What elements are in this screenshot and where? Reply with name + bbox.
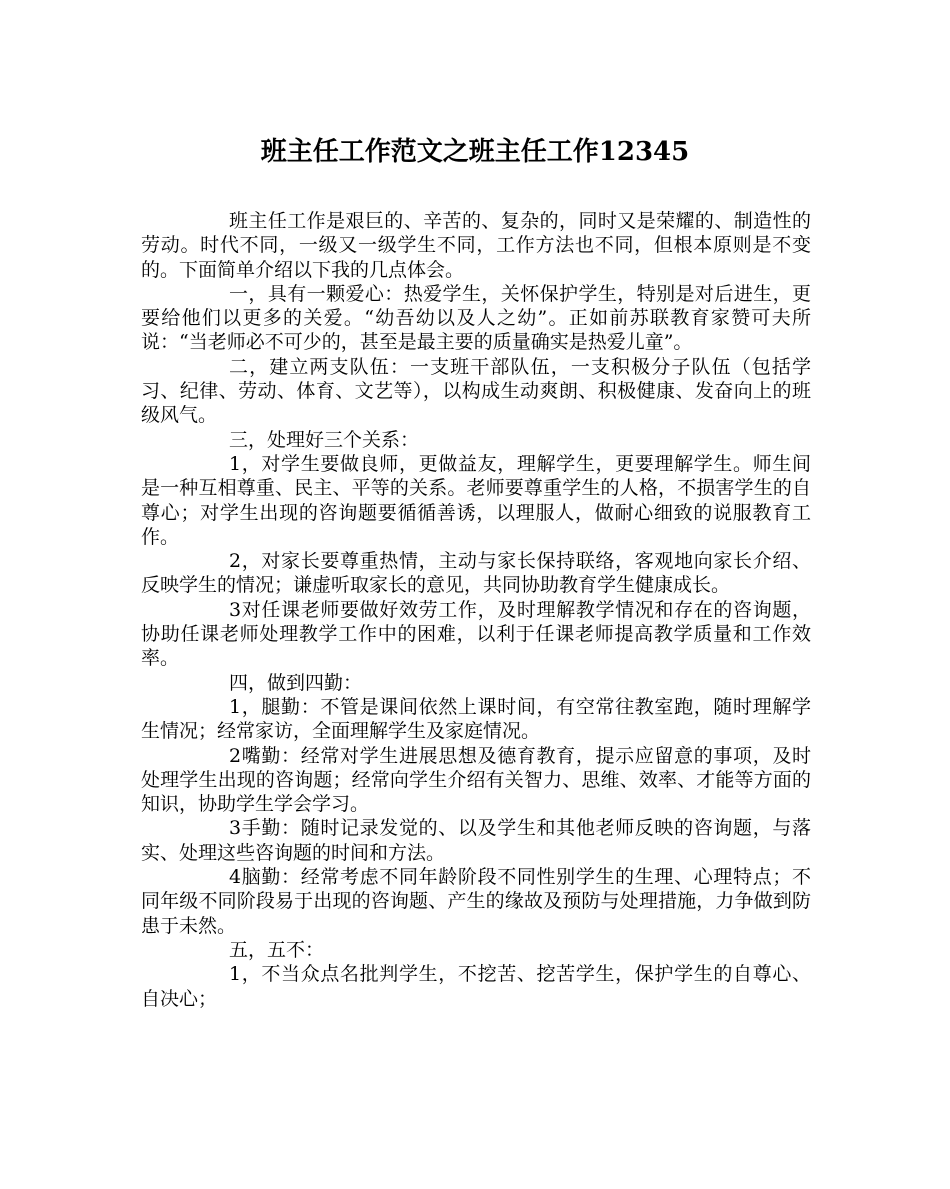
document-title: 班主任工作范文之班主任工作12345 — [260, 137, 690, 167]
paragraph-three-relations-heading: 三，处理好三个关系： — [229, 428, 420, 451]
paragraph-five-nots-heading: 五，五不： — [229, 938, 325, 961]
paragraph-legs: 1，腿勤：不管是课间依然上课时间，有空常往教室跑，随时理解学生情况；经常家访，全面理解学生及家庭情况。 — [141, 695, 811, 743]
paragraph-relation-teachers: 3对任课老师要做好效劳工作，及时理解教学情况和存在的咨询题，协助任课老师处理教学工作中的困难，以利于任课老师提高教学质量和工作效率。 — [141, 598, 811, 670]
paragraph-intro: 班主任工作是艰巨的、辛苦的、复杂的，同时又是荣耀的、制造性的劳动。时代不同，一级又一级学生不同，工作方法也不同，但根本原则是不变的。下面简单介绍以下我的几点体会。 — [141, 210, 811, 281]
paragraph-relation-parents: 2，对家长要尊重热情，主动与家长保持联络，客观地向家长介绍、反映学生的情况；谦虚听取家长的意见，共同协助教育学生健康成长。 — [141, 550, 811, 597]
paragraph-brain: 4脑勤：经常考虑不同年龄阶段不同性别学生的生理、心理特点；不同年级不同阶段易于出现的咨询题、产生的缘故及预防与处理措施，力争做到防患于未然。 — [141, 866, 811, 937]
paragraph-four-diligences-heading: 四，做到四勤： — [229, 671, 363, 694]
paragraph-love: 一，具有一颗爱心：热爱学生，关怀保护学生，特别是对后进生，更要给他们以更多的关爱。“幼吾幼以及人之幼”。正如前苏联教育家赞可夫所说：“当老师必不可少的，甚至是最主要的质量确实是热爱儿童”。 — [141, 282, 811, 354]
paragraph-hands: 3手勤：随时记录发觉的、以及学生和其他老师反映的咨询题，与落实、处理这些咨询题的时间和方法。 — [141, 817, 811, 864]
paragraph-relation-students: 1，对学生要做良师，更做益友，理解学生，更要理解学生。师生间是一种互相尊重、民主、平等的关系。老师要尊重学生的人格，不损害学生的自尊心；对学生出现的咨询题要循循善诱，以理服人，做耐心细致的说服教育工作。 — [141, 452, 811, 548]
paragraph-mouth: 2嘴勤：经常对学生进展思想及德育教育，提示应留意的事项，及时处理学生出现的咨询题；经常向学生介绍有关智力、思维、效率、才能等方面的知识，协助学生学会学习。 — [141, 744, 811, 816]
paragraph-five-nots-1: 1，不当众点名批判学生，不挖苦、挖苦学生，保护学生的自尊心、自决心； — [141, 963, 811, 1010]
document-body — [141, 209, 811, 1011]
paragraph-two-teams: 二，建立两支队伍：一支班干部队伍，一支积极分子队伍（包括学习、纪律、劳动、体育、文艺等），以构成生动爽朗、积极健康、发奋向上的班级风气。 — [141, 355, 811, 427]
